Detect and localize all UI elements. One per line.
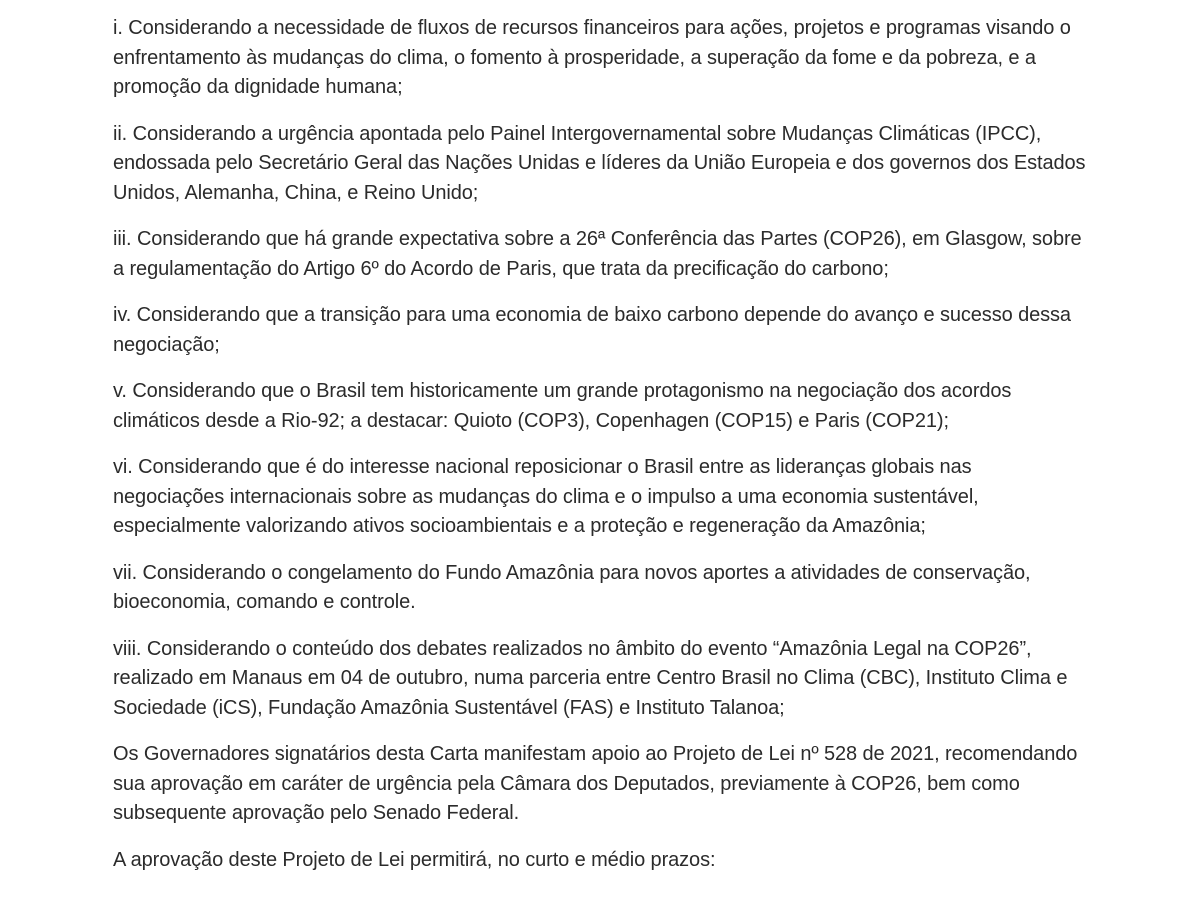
paragraph-viii: viii. Considerando o conteúdo dos debates realizados no âmbito do evento “Amazônia Legal na COP26”, realizado em Manaus em 04 de outubro, numa parceria entre Centro Brasil no Clima (CBC), Instituto Clima e Sociedade (iCS), Fundação Amazônia Sustentável (FAS) e Instituto Talanoa; [113, 637, 1068, 719]
paragraph-i: i. Considerando a necessidade de fluxos de recursos financeiros para ações, projetos e programas visando o enfrentamento às mudanças do clima, o fomento à prosperidade, a superação da fome e da pobreza, e a promoção da dignidade humana; [113, 17, 1071, 98]
document-body [113, 14, 1088, 892]
paragraph-iv: iv. Considerando que a transição para uma economia de baixo carbono depende do avanço e sucesso dessa negociação; [113, 304, 1071, 356]
paragraph-v: v. Considerando que o Brasil tem historicamente um grande protagonismo na negociação dos acordos climáticos desde a Rio-92; a destacar: Quioto (COP3), Copenhagen (COP15) e Paris (COP21); [113, 380, 1012, 432]
paragraph-support: Os Governadores signatários desta Carta manifestam apoio ao Projeto de Lei nº 528 de 2021, recomendando sua aprovação em caráter de urgência pela Câmara dos Deputados, previamente à COP26, bem como subsequente aprovação pelo Senado Federal. [113, 743, 1078, 824]
paragraph-vi: vi. Considerando que é do interesse nacional reposicionar o Brasil entre as lideranças globais nas negociações internacionais sobre as mudanças do clima e o impulso a uma economia sustentável, especialmente valorizando ativos socioambientais e a proteção e regeneração da Amazônia; [113, 456, 979, 537]
paragraph-approval: A aprovação deste Projeto de Lei permitirá, no curto e médio prazos: [113, 848, 716, 871]
paragraph-iii: iii. Considerando que há grande expectativa sobre a 26ª Conferência das Partes (COP26), em Glasgow, sobre a regulamentação do Artigo 6º do Acordo de Paris, que trata da precificação do carbono; [113, 228, 1082, 280]
paragraph-vii: vii. Considerando o congelamento do Fundo Amazônia para novos aportes a atividades de conservação, bioeconomia, comando e controle. [113, 561, 1031, 613]
paragraph-ii: ii. Considerando a urgência apontada pelo Painel Intergovernamental sobre Mudanças Climáticas (IPCC), endossada pelo Secretário Geral das Nações Unidas e líderes da União Europeia e dos governos dos Estados Unidos, Alemanha, China, e Reino Unido; [113, 122, 1086, 204]
